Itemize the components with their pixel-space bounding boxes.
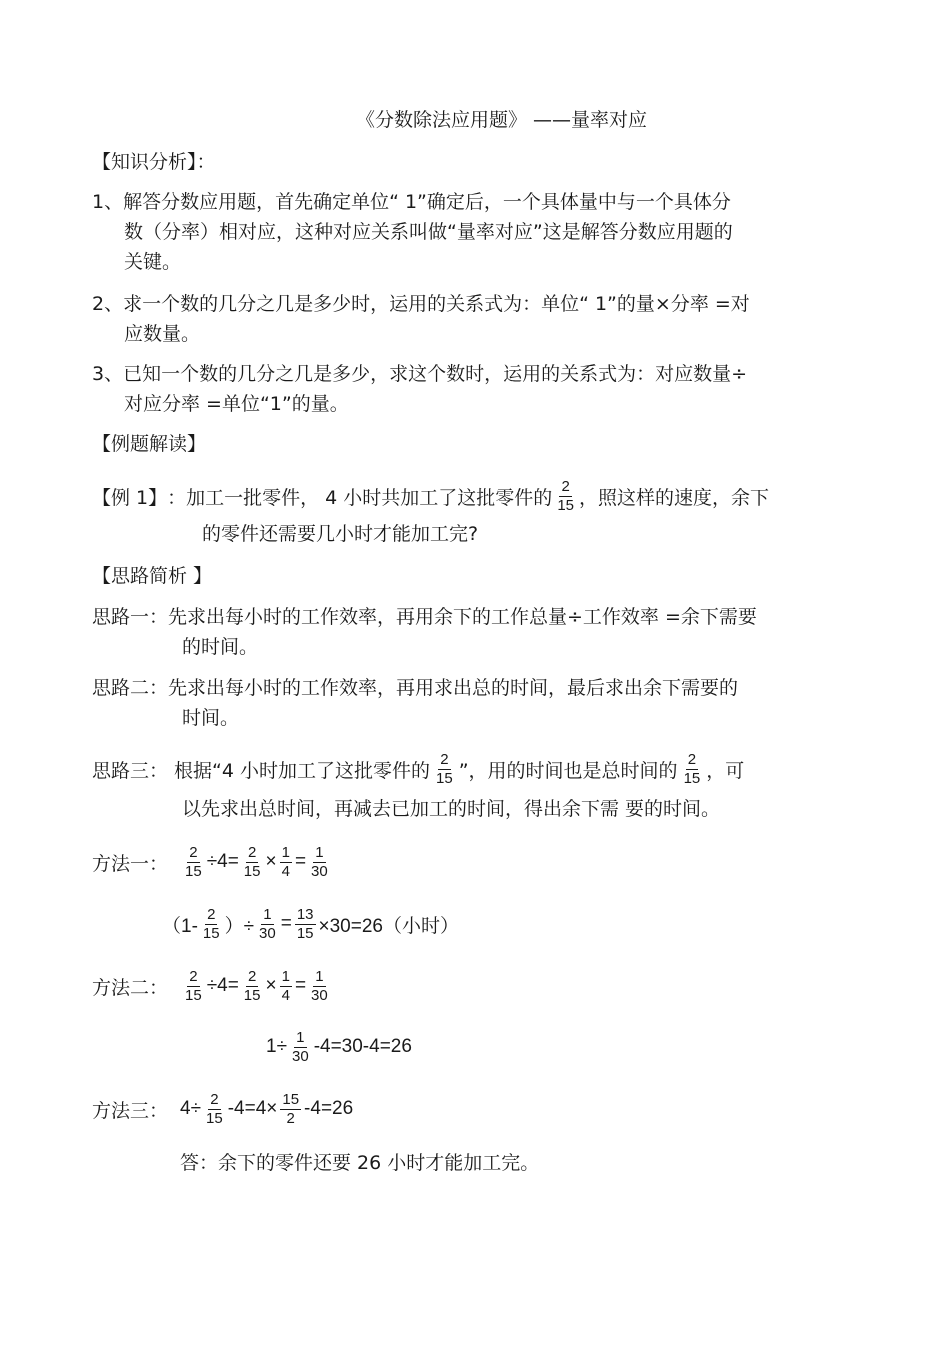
m3-frac-2: $\frac{15}{2}$ [282,1090,300,1127]
m2-op-2: × [265,975,277,996]
example-label: 【例 1】 [92,486,168,509]
m1-l2-frac-3: $\frac{13}{15}$ [296,905,314,942]
m1-l2-op-2: = [280,913,292,934]
m2-frac-3: $\frac{1}{4}$ [281,967,290,1004]
example-question-line1 [92,474,769,518]
method-2-line2 [266,1023,412,1071]
analysis-heading: 【思路简析 】 [92,565,213,587]
m1-op-3: = [294,851,307,872]
idea-2-line2: 时间。 [182,707,240,729]
knowledge-item-1-line2: 数（分率）相对应，这种对应关系叫做“量率对应”这是解答分数应用题的 [124,221,733,243]
knowledge-item-3-line1: 3、已知一个数的几分之几是多少，求这个数时，运用的关系式为：对应数量÷ [92,363,748,385]
idea-2-line1: 思路二：先求出每小时的工作效率，再用求出总的时间，最后求出余下需要的 [92,677,739,699]
knowledge-item-2-line1: 2、求一个数的几分之几是多少时，运用的关系式为：单位“ 1”的量×分率 =对 [92,293,750,315]
m2-frac-1: $\frac{2}{15}$ [185,967,202,1004]
idea-3-text-a: 思路三： 根据“4 小时加工了这批零件的 [92,759,431,782]
idea-3-line2: 以先求出总时间，再减去已加工的时间，得出余下需 要的时间。 [182,798,721,820]
idea-1-line1: 思路一：先求出每小时的工作效率，再用余下的工作总量÷工作效率 =余下需要 [92,606,757,628]
method-2-label: 方法二： [92,977,169,999]
m1-frac-4: $\frac{1}{30}$ [311,843,328,880]
m1-frac-2: $\frac{2}{15}$ [243,843,261,880]
m1-op-1: ÷4= [206,851,239,872]
m2-op-3: = [294,975,307,996]
method-3-label: 方法三： [92,1100,169,1122]
m1-frac-1: $\frac{2}{15}$ [185,843,202,880]
m1-l2-frac-2: $\frac{1}{30}$ [259,905,276,942]
m1-l2-pre: （1- [162,915,198,937]
example-text-a: ：加工一批零件， 4 小时共加工了这批零件的 [167,486,553,509]
m3-post: -4=26 [304,1098,354,1119]
knowledge-heading: 【知识分析】： [92,151,216,173]
idea-3-text-b: ”，用的时间也是总时间的 [458,759,678,782]
knowledge-item-3-line2: 对应分率 =单位“1”的量。 [124,393,349,415]
knowledge-item-1-line1: 1、解答分数应用题，首先确定单位“ 1”确定后，一个具体量中与一个具体分 [92,191,731,213]
example-heading: 【例题解读】 [92,433,207,455]
knowledge-item-1-line3: 关键。 [124,251,182,273]
m2-op-1: ÷4= [206,975,239,996]
m3-mid: -4=4× [227,1098,278,1119]
method-3-line [92,1085,353,1133]
idea-1-line2: 的时间。 [182,636,259,658]
m2-frac-2: $\frac{2}{15}$ [243,967,261,1004]
example-text-b: ，照这样的速度，余下 [579,486,770,509]
method-2-line1 [92,962,333,1010]
example-question-line2: 的零件还需要几小时才能加工完? [202,523,479,545]
idea-3-line1 [92,745,744,793]
page-title: 《分数除法应用题》 ——量率对应 [356,109,648,131]
m3-pre: 4÷ [180,1098,202,1119]
m1-l2-op-1: ）÷ [224,915,255,937]
m1-frac-3: $\frac{1}{4}$ [281,843,290,880]
m2-l2-frac-1: $\frac{1}{30}$ [292,1028,309,1065]
example-fraction: $\frac{2}{15}$ [557,477,574,514]
answer-text: 答：余下的零件还要 26 小时才能加工完。 [180,1152,540,1174]
m2-frac-4: $\frac{1}{30}$ [311,967,328,1004]
m2-l2-post: -4=30-4=26 [313,1036,412,1057]
m2-l2-pre: 1÷ [266,1036,287,1057]
method-1-line1 [92,838,333,886]
idea-3-text-c: ，可 [706,759,745,782]
m1-l2-post: ×30=26（小时） [318,915,459,937]
m3-frac-1: $\frac{2}{15}$ [206,1090,223,1127]
m1-op-2: × [265,851,277,872]
idea-3-fraction-2: $\frac{2}{15}$ [683,750,701,787]
method-1-line2 [162,900,459,948]
method-1-label: 方法一： [92,853,169,875]
m1-l2-frac-1: $\frac{2}{15}$ [202,905,220,942]
idea-3-fraction-1: $\frac{2}{15}$ [436,750,453,787]
knowledge-item-2-line2: 应数量。 [124,323,201,345]
